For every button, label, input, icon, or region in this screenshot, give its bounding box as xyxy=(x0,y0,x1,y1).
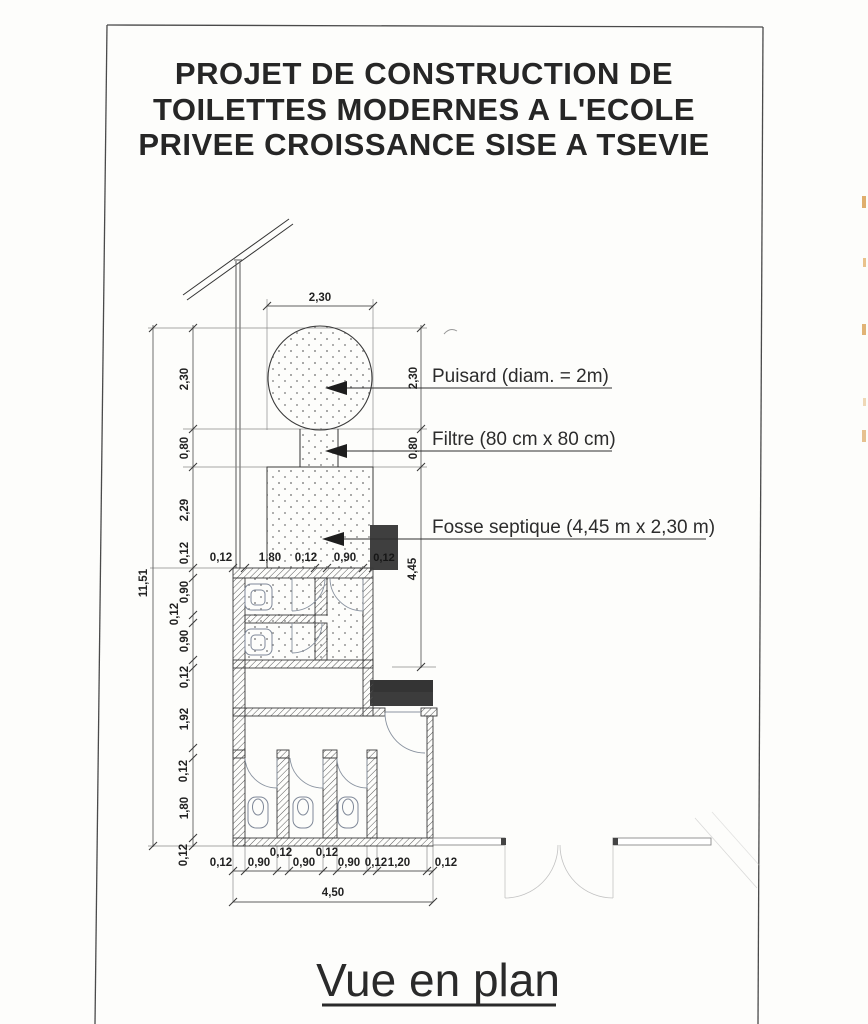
caption-block xyxy=(316,954,560,1006)
title-line-3: PRIVEE CROISSANCE SISE A TSEVIE xyxy=(138,127,710,162)
dim-left-6: 0,90 xyxy=(179,629,191,653)
dim-puisard-width: 2,30 xyxy=(308,292,332,304)
door-arc-bottom-3 xyxy=(337,758,367,788)
dim-bottom-2: 0,12 xyxy=(269,847,293,859)
dim-right-0: 2,30 xyxy=(408,366,420,390)
title-line-2: TOILETTES MODERNES A L'ECOLE xyxy=(152,92,696,127)
title-block xyxy=(138,56,709,162)
dim-bottom-5: 0,90 xyxy=(337,857,361,869)
scan-artifacts xyxy=(444,196,866,442)
dim-left-5: 0,12 xyxy=(169,602,181,626)
dim-chain-left xyxy=(138,368,191,866)
gate-arc-right xyxy=(560,845,613,898)
dim-left-1: 0,80 xyxy=(179,436,191,460)
dark-box-dim-label: 0,12 xyxy=(373,552,395,564)
dim-bottom-6: 0,12 xyxy=(364,857,388,869)
dim-bottom-0: 0,12 xyxy=(209,857,233,869)
dim-chain-right xyxy=(407,367,420,580)
title-line-1: PROJET DE CONSTRUCTION DE xyxy=(174,56,674,91)
dim-bottom-7: 1,20 xyxy=(387,857,411,869)
dim-top-0: 0,12 xyxy=(209,552,233,564)
annotation-filtre xyxy=(325,429,616,458)
fosse-septique-rect xyxy=(267,467,373,568)
caption-label: Vue en plan xyxy=(316,954,560,1006)
dim-left-9: 0,12 xyxy=(178,759,190,783)
dim-overall-width: 4,50 xyxy=(321,887,345,899)
door-arc-middle-room xyxy=(385,713,425,753)
dim-left-10: 1,80 xyxy=(179,796,191,820)
filtre-square xyxy=(300,429,338,467)
vent-pipe-line xyxy=(234,260,242,568)
dim-left-4: 0,90 xyxy=(179,580,191,604)
dim-right-1: 0,80 xyxy=(408,436,420,460)
compound-wall-and-gate xyxy=(433,812,760,898)
filtre-label: Filtre (80 cm x 80 cm) xyxy=(432,429,616,450)
wc-icon-bottom-1 xyxy=(248,797,268,828)
dim-top-1: 1,80 xyxy=(258,552,282,564)
dim-bottom-3: 0,90 xyxy=(292,857,316,869)
dim-left-0: 2,30 xyxy=(179,367,191,391)
fosse-label: Fosse septique (4,45 m x 2,30 m) xyxy=(432,517,716,538)
puisard-circle xyxy=(268,326,372,430)
dim-top-3: 0,90 xyxy=(333,552,357,564)
wc-icon-bottom-2 xyxy=(293,797,313,828)
dark-box-fosse-edge xyxy=(370,525,398,570)
dim-overall-height: 11,51 xyxy=(138,568,150,598)
dim-right-2: 4,45 xyxy=(407,557,419,581)
dim-bottom-1: 0,90 xyxy=(247,857,271,869)
dark-box-middle xyxy=(370,680,433,706)
dim-bottom-4: 0,12 xyxy=(315,847,339,859)
dim-left-7: 0,12 xyxy=(179,665,191,689)
puisard-label: Puisard (diam. = 2m) xyxy=(432,366,609,387)
dim-row-bottom xyxy=(210,847,457,899)
dim-top-2: 0,12 xyxy=(294,552,318,564)
door-arc-bottom-2 xyxy=(290,758,323,788)
dim-bottom-8: 0,12 xyxy=(434,857,458,869)
dim-left-2: 2,29 xyxy=(179,498,191,522)
dim-left-8: 1,92 xyxy=(179,707,191,731)
dim-left-11: 0,12 xyxy=(178,843,190,867)
wc-icon-bottom-3 xyxy=(338,797,358,828)
dim-left-3: 0,12 xyxy=(179,541,191,565)
door-arc-bottom-1 xyxy=(245,758,277,788)
gate-arc-left xyxy=(505,845,558,898)
